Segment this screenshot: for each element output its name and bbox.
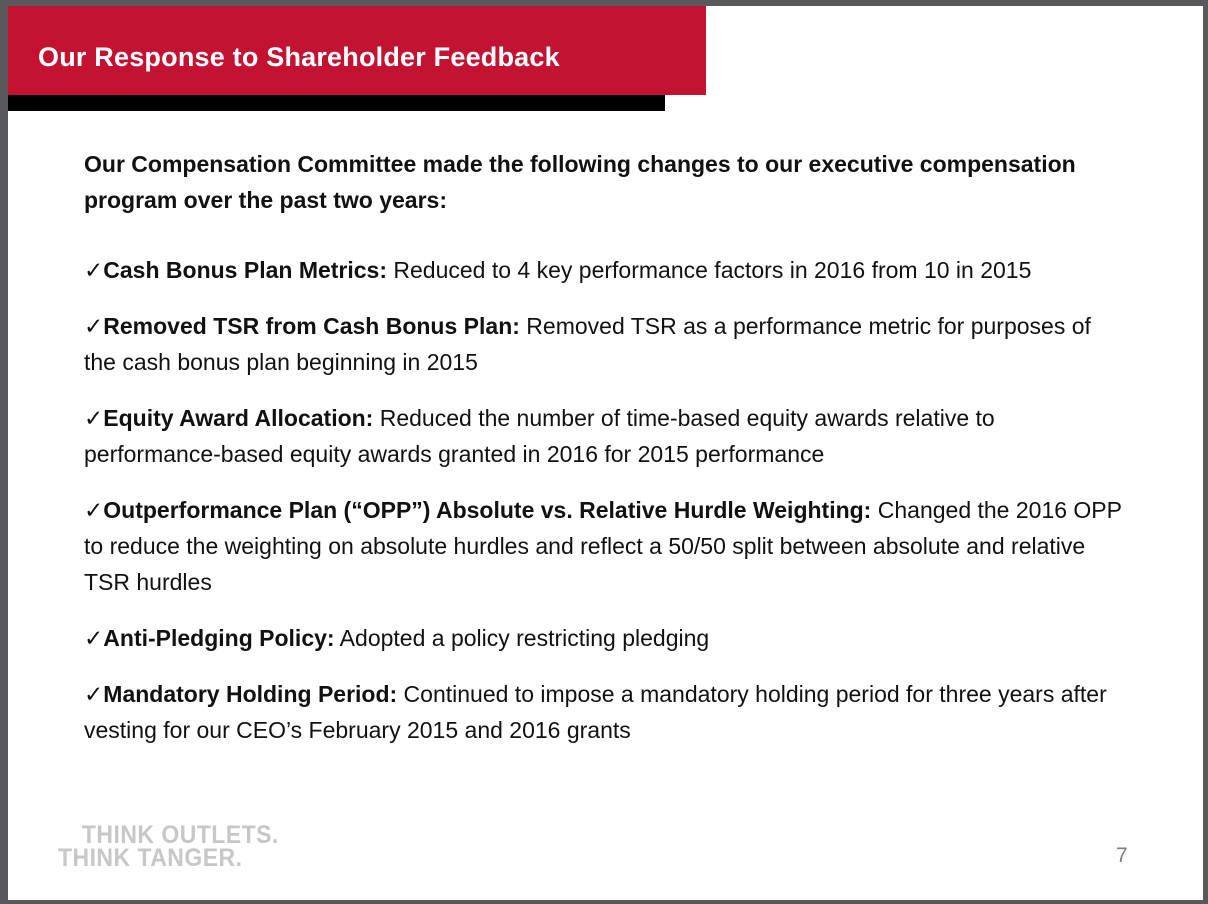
bullet-label: Removed TSR from Cash Bonus Plan: [103, 313, 520, 339]
slide-canvas [8, 6, 1203, 900]
bullet-item [84, 492, 1124, 600]
checkmark-icon: ✓ [84, 625, 104, 651]
checkmark-icon: ✓ [84, 257, 104, 283]
checkmark-icon: ✓ [84, 681, 104, 707]
intro-paragraph: Our Compensation Committee made the following changes to our executive compensation program over the past two years: [84, 151, 1076, 213]
bullet-item [84, 308, 1124, 380]
bullet-item [84, 620, 1124, 656]
bullet-label: Mandatory Holding Period: [103, 681, 398, 707]
bullet-text: Reduced to 4 key performance factors in 2016 from 10 in 2015 [387, 257, 1032, 283]
slide-title: Our Response to Shareholder Feedback [38, 42, 560, 72]
bullet-item [84, 676, 1124, 748]
checkmark-icon: ✓ [84, 313, 104, 339]
tanger-logo [58, 821, 279, 872]
title-banner [8, 6, 706, 95]
bullet-text: Adopted a policy restricting pledging [334, 625, 710, 651]
page-number: 7 [1116, 844, 1128, 867]
title-underline-bar [8, 95, 665, 111]
bullet-label: Equity Award Allocation: [103, 405, 374, 431]
bullet-list [84, 252, 1124, 748]
bullet-item [84, 252, 1124, 288]
checkmark-icon: ✓ [84, 405, 104, 431]
bullet-label: Outperformance Plan (“OPP”) Absolute vs. Relative Hurdle Weighting: [103, 497, 872, 523]
bullet-label: Cash Bonus Plan Metrics: [103, 257, 388, 283]
checkmark-icon: ✓ [84, 497, 104, 523]
logo-line-2: THINK TANGER. [58, 844, 243, 872]
bullet-text: Removed TSR as a performance metric for purposes of the cash bonus plan beginning in 2015 [84, 313, 1091, 375]
bullet-text: Continued to impose a mandatory holding period for three years after vesting for our CEO’s February 2015 and 2016 grants [84, 681, 1107, 743]
bullet-item [84, 400, 1124, 472]
bullet-text: Reduced the number of time-based equity awards relative to performance-based equity awards granted in 2016 for 2015 performance [84, 405, 995, 467]
logo-line-1: THINK OUTLETS. [81, 821, 279, 849]
slide-body [84, 146, 1124, 768]
bullet-text: Changed the 2016 OPP to reduce the weighting on absolute hurdles and reflect a 50/50 split between absolute and relative TSR hurdles [84, 497, 1122, 595]
bullet-label: Anti-Pledging Policy: [103, 625, 335, 651]
